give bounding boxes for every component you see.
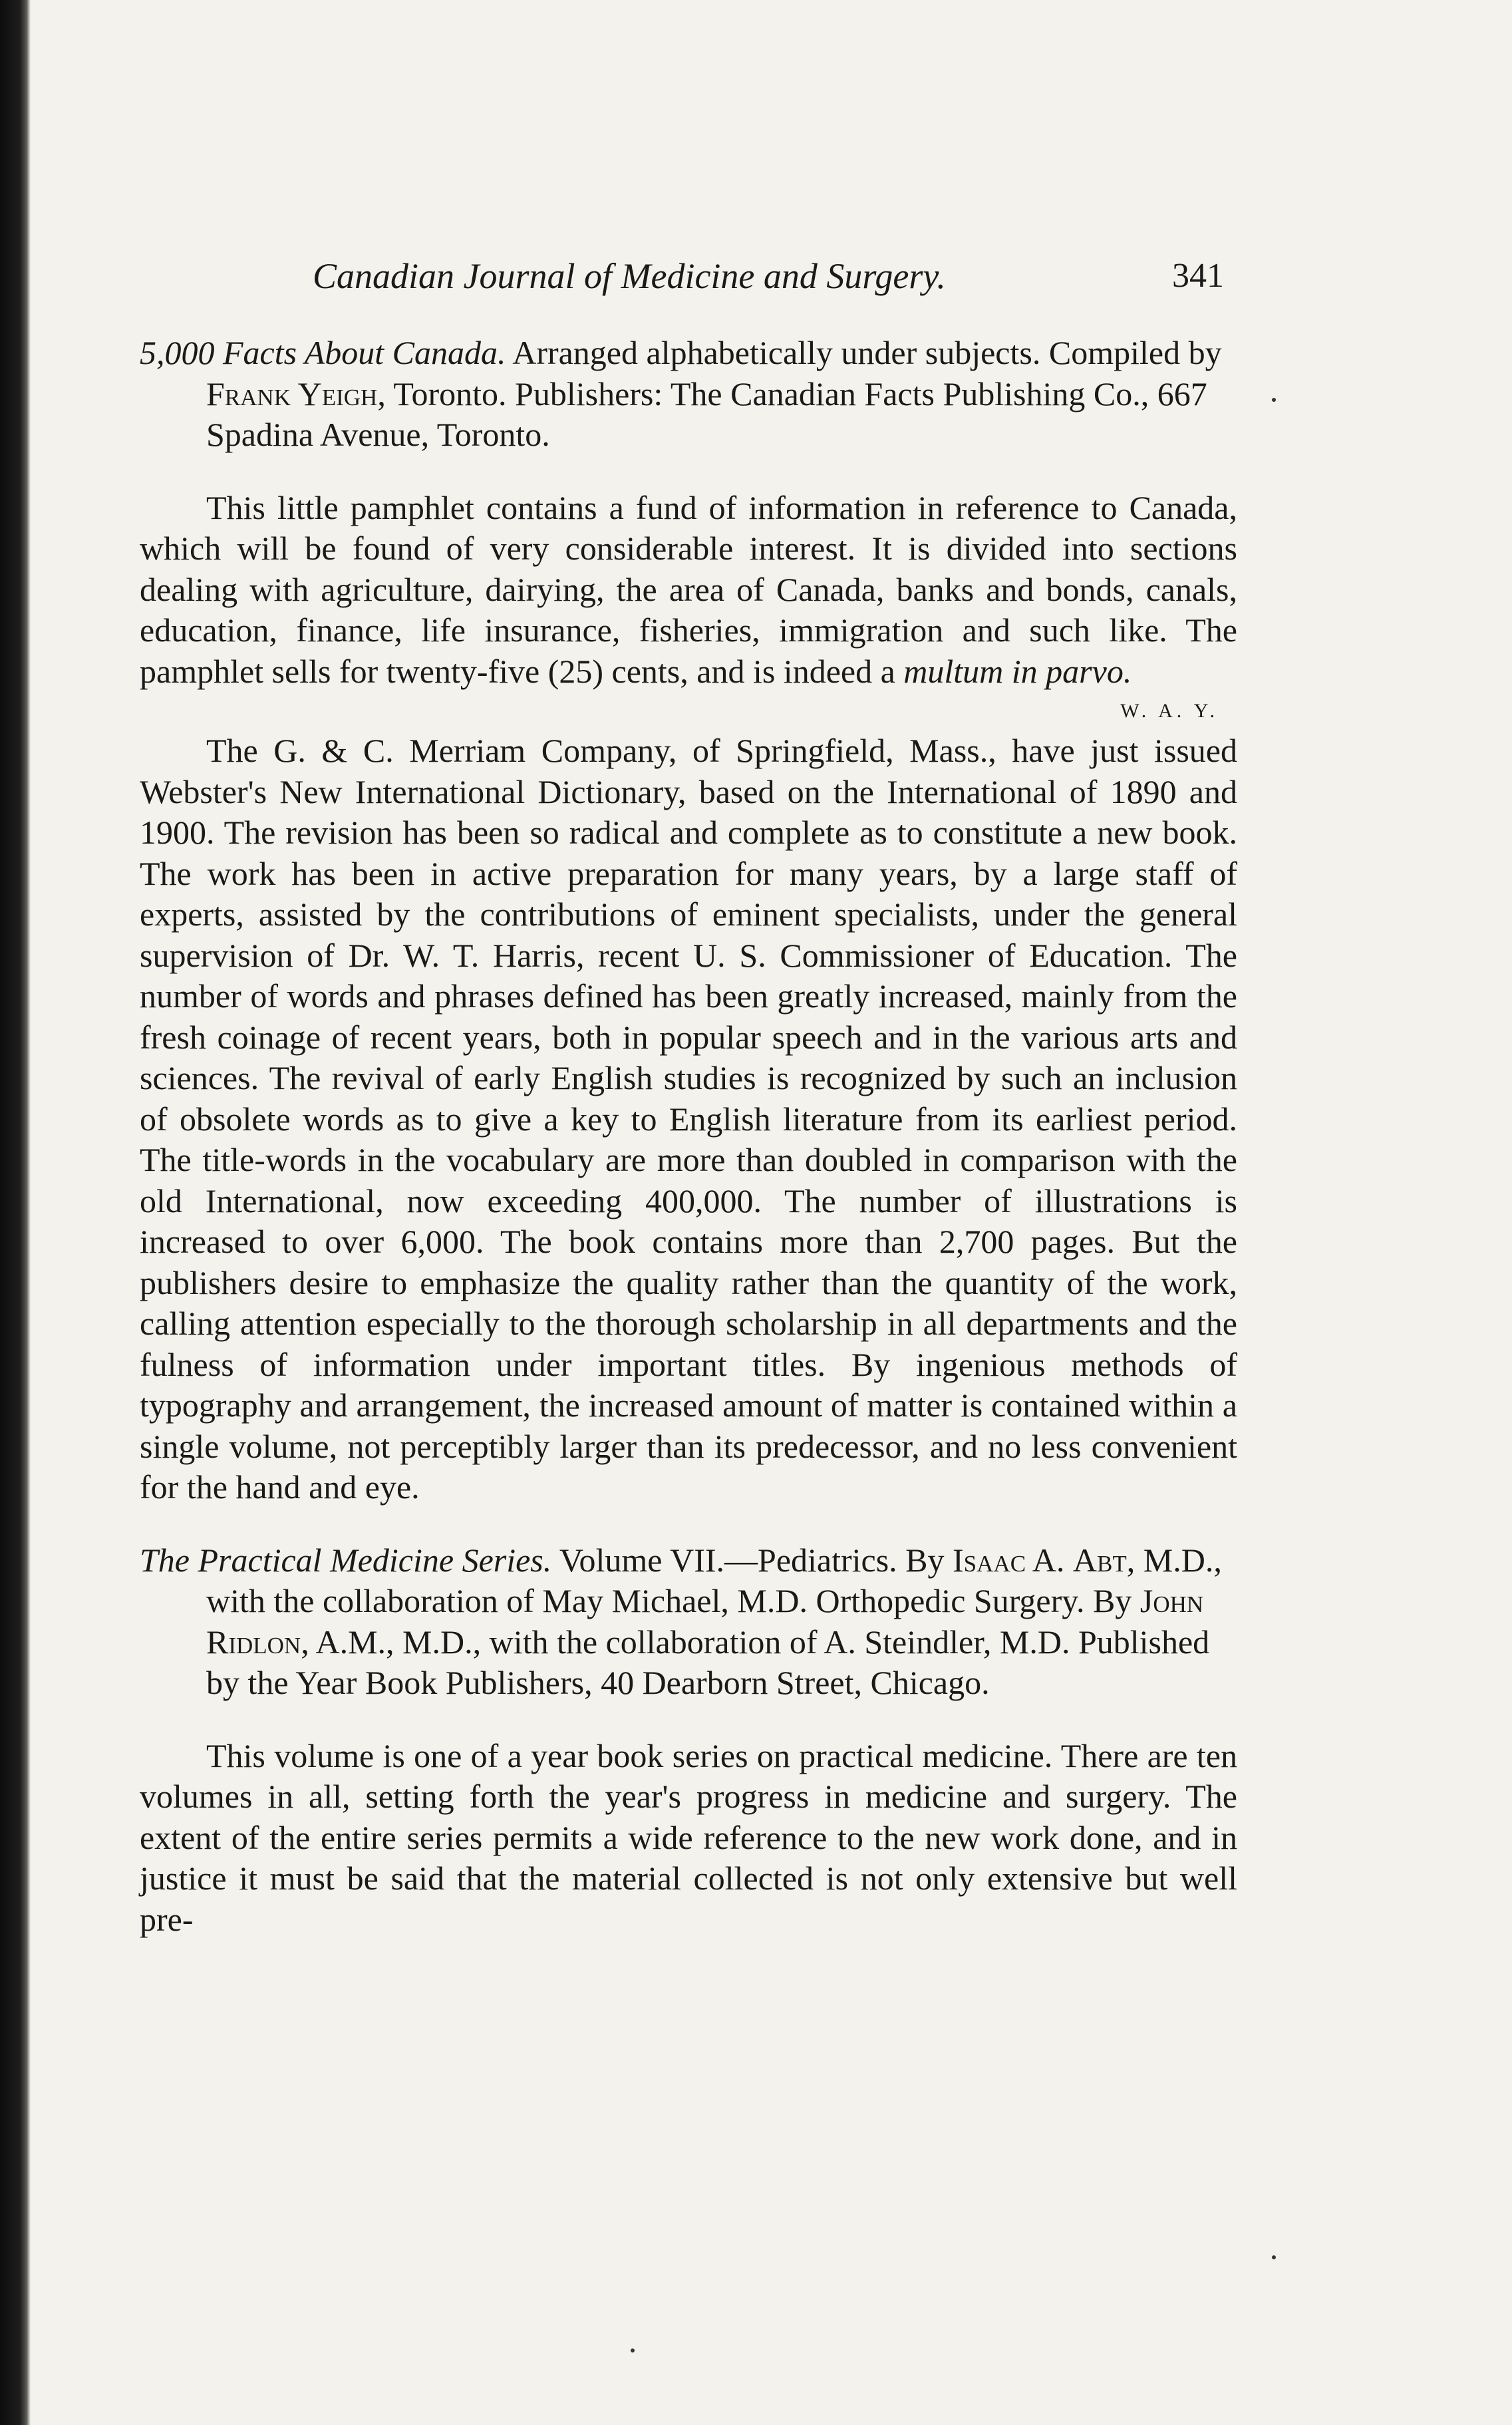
- review-entry-facts-about-canada: [140, 333, 1237, 456]
- paper-speck: [631, 2348, 635, 2352]
- entry-text: Volume VII.—Pediatrics. By: [551, 1541, 953, 1579]
- reviewer-initials: W. A. Y.: [1120, 700, 1219, 722]
- latin-phrase: multum in parvo.: [903, 652, 1132, 690]
- entry-text: , M.D., with the collaboration of May Michael, M.D. Orthopedic Surgery. By: [206, 1541, 1222, 1619]
- entry-title: The Practical Medicine Series.: [140, 1541, 552, 1579]
- review-paragraph: [140, 488, 1237, 693]
- entry-text: , Toronto. Publishers: The Canadian Facts Publishing Co., 667 Spadina Avenue, Toronto.: [206, 375, 1207, 453]
- review-paragraph: The G. & C. Merriam Company, of Springfield, Mass., have just issued Webster's New International Dictionary, based on the International of 1890 and 1900. The revision has been so radical and complete as to constitute a new book. The work has been in active preparation for many years, by a large staff of experts, assisted by the contributions of eminent specialists, under the general supervision of Dr. W. T. Harris, recent U. S. Commissioner of Education. The number of words and phrases defined has been greatly increased, mainly from the fresh coinage of recent years, both in popular speech and in the various arts and sciences. The revival of early English studies is recognized by such an inclusion of obsolete words as to give a key to English literature from its earliest period. The title-words in the vocabulary are more than doubled in comparison with the old International, now exceeding 400,000. The number of illustrations is increased to over 6,000. The book contains more than 2,700 pages. But the publishers desire to emphasize the quality rather than the quantity of the work, calling attention especially to the thorough scholarship in all departments and the fulness of information under important titles. By ingenious methods of typography and arrangement, the increased amount of matter is contained within a single volume, not perceptibly larger than its predecessor, and no less convenient for the hand and eye.: [140, 732, 1237, 1506]
- paper-speck: [1272, 398, 1276, 402]
- body-text: [140, 333, 1237, 1940]
- entry-text: A.: [1026, 1541, 1073, 1579]
- entry-author: Frank Yeigh: [206, 375, 378, 412]
- entry-author: John Ridlon: [206, 1582, 1204, 1661]
- entry-text: , A.M., M.D., with the collaboration of A. Steindler, M.D. Published by the Year Book Publishers, 40 Dearborn Street, Chicago.: [206, 1623, 1210, 1701]
- page-number: 341: [1172, 257, 1224, 295]
- review-paragraph: This volume is one of a year book series on practical medicine. There are ten volumes in all, setting forth the year's progress in medicine and surgery. The extent of the entire series permits a wide reference to the new work done, and in justice it must be said that the material collected is not only extensive but well pre-: [140, 1736, 1237, 1938]
- running-head-title: Canadian Journal of Medicine and Surgery.: [313, 256, 946, 296]
- entry-text: Arranged alphabetically under subjects. Compiled by: [506, 334, 1222, 371]
- paragraph-gap: [140, 1704, 1237, 1736]
- paragraph-text: This little pamphlet contains a fund of information in reference to Canada, which will be found of very considerable interest. It is divided into sections dealing with agriculture, dairying, the area of Canada, banks and bonds, canals, education, finance, life insurance, fisheries, immigration and such like. The pamphlet sells for twenty-five (25) cents, and is indeed a: [140, 488, 1237, 690]
- paragraph-gap: [140, 1508, 1237, 1540]
- entry-author: Isaac: [953, 1541, 1026, 1579]
- paper-speck: [1272, 2255, 1276, 2259]
- paragraph-gap: [140, 456, 1237, 488]
- entry-author: Abt: [1072, 1541, 1127, 1579]
- entry-title: 5,000 Facts About Canada.: [140, 334, 506, 371]
- review-entry-practical-medicine-series: [140, 1540, 1237, 1704]
